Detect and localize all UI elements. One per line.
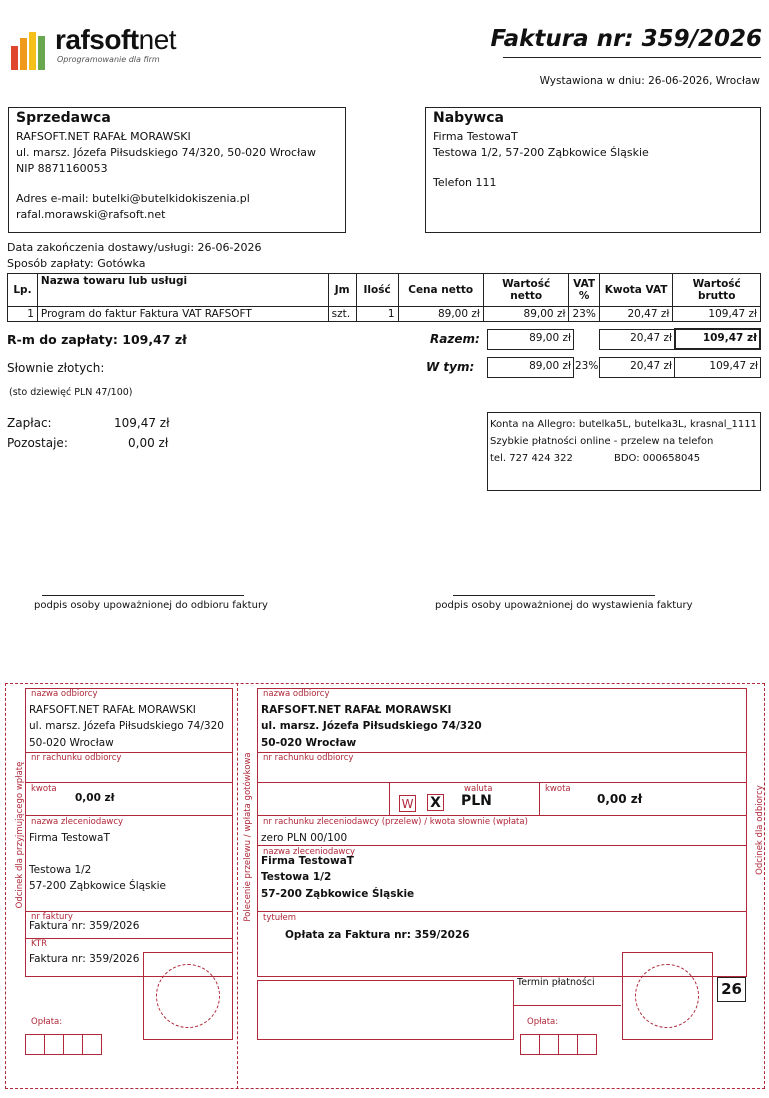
- title-label: tytułem: [263, 913, 297, 923]
- row-gross: 109,47 zł: [673, 307, 761, 322]
- slownie-label: Słownie złotych:: [7, 361, 105, 375]
- buyer-phone: Telefon 111: [433, 176, 497, 189]
- razem-net: 89,00 zł: [487, 329, 574, 350]
- stub-recipient-label: nazwa odbiorcy: [31, 689, 98, 699]
- main-payer-3: 57-200 Ząbkowice Śląskie: [261, 888, 415, 900]
- items-table: [7, 273, 761, 322]
- amount-words-slip: zero PLN 00/100: [261, 832, 348, 844]
- main-account-label: nr rachunku odbiorcy: [263, 753, 354, 763]
- slip-left-vertical: Odcinek dla przyjmującego wpłatę: [15, 761, 25, 909]
- row-net-value: 89,00 zł: [483, 307, 569, 322]
- issue-date: Wystawiona w dniu: 26-06-2026, Wrocław: [539, 75, 760, 87]
- paid-value: 109,47 zł: [114, 416, 170, 430]
- logo-bars-icon: [11, 32, 51, 70]
- stub-recipient-2: ul. marsz. Józefa Piłsudskiego 74/320: [29, 720, 224, 732]
- paid-label: Zapłac:: [7, 416, 52, 430]
- buyer-name: Firma TestowaT: [433, 130, 518, 143]
- col-lp: Lp.: [8, 274, 38, 307]
- stub-payer-2: Testowa 1/2: [29, 864, 92, 876]
- logo-tagline: Oprogramowanie dla firm: [57, 55, 160, 64]
- info-bdo: BDO: 000658045: [614, 453, 701, 464]
- w-mark: W: [399, 795, 416, 812]
- stub-amount-label: kwota: [31, 784, 57, 794]
- invoice-title: Faktura nr: 359/2026: [490, 26, 762, 52]
- main-oplata-label: Opłata:: [527, 1017, 559, 1027]
- stub-ktr-value: Faktura nr: 359/2026: [29, 953, 140, 965]
- main-recipient-label: nazwa odbiorcy: [263, 689, 330, 699]
- wtym-rate: 23%: [575, 360, 599, 372]
- currency-value: PLN: [461, 793, 492, 809]
- main-recipient-3: 50-020 Wrocław: [261, 737, 357, 749]
- currency-label: waluta: [464, 784, 493, 794]
- table-row: [8, 307, 761, 322]
- slip-right-vertical: Odcinek dla odbiorcy: [755, 785, 765, 875]
- logo-name-bold: rafsoft: [55, 24, 139, 55]
- signature-box: [257, 980, 514, 1040]
- stub-oplata-label: Opłata:: [31, 1017, 63, 1027]
- x-mark: X: [427, 794, 444, 811]
- main-fee-boxes: [520, 1034, 597, 1055]
- delivery-date: Data zakończenia dostawy/usługi: 26-06-2026: [7, 241, 262, 254]
- row-jm: szt.: [328, 307, 356, 322]
- main-stamp-circle: [635, 964, 699, 1028]
- razem-gross: 109,47 zł: [674, 328, 761, 350]
- col-net-price: Cena netto: [398, 274, 483, 307]
- buyer-heading: Nabywca: [433, 110, 504, 126]
- info-box: [487, 412, 761, 491]
- main-amount: 0,00 zł: [597, 792, 643, 806]
- main-payer-1: Firma TestowaT: [261, 855, 354, 867]
- sig-line-left: [42, 595, 244, 596]
- seller-address: ul. marsz. Józefa Piłsudskiego 74/320, 50-020 Wrocław: [16, 146, 316, 159]
- remaining-value: 0,00 zł: [128, 436, 169, 450]
- col-name: Nazwa towaru lub usługi: [37, 274, 328, 307]
- info-allegro: Konta na Allegro: butelka5L, butelka3L, krasnal_1111: [490, 419, 757, 430]
- col-vat: VAT %: [569, 274, 599, 307]
- stub-account-label: nr rachunku odbiorcy: [31, 753, 122, 763]
- col-gross: Wartość brutto: [673, 274, 761, 307]
- seller-email: Adres e-mail: butelki@butelkidokiszenia.pl: [16, 192, 250, 205]
- main-amount-label: kwota: [545, 784, 571, 794]
- seller-email2: rafal.morawski@rafsoft.net: [16, 208, 166, 221]
- page-number: 26: [717, 977, 746, 1002]
- stub-payer-label: nazwa zleceniodawcy: [31, 817, 124, 827]
- title-underline: [503, 57, 761, 58]
- col-jm: Jm: [328, 274, 356, 307]
- main-recipient-1: RAFSOFT.NET RAFAŁ MORAWSKI: [261, 704, 452, 716]
- payment-method: Sposób zapłaty: Gotówka: [7, 257, 146, 270]
- row-qty: 1: [356, 307, 398, 322]
- seller-name: RAFSOFT.NET RAFAŁ MORAWSKI: [16, 130, 191, 143]
- wtym-gross: 109,47 zł: [674, 357, 761, 378]
- stub-fee-boxes: [25, 1034, 102, 1055]
- main-recipient-2: ul. marsz. Józefa Piłsudskiego 74/320: [261, 720, 482, 732]
- title-value: Opłata za Faktura nr: 359/2026: [285, 929, 470, 941]
- slip-mid-vertical: Polecenie przelewu / wpłata gotówkowa: [243, 752, 253, 922]
- row-net-price: 89,00 zł: [398, 307, 483, 322]
- slip-divider: [237, 683, 238, 1089]
- stub-invoice-label: nr faktury: [31, 912, 73, 922]
- sig-right-label: podpis osoby upoważnionej do wystawienia faktury: [435, 600, 693, 611]
- logo: [11, 24, 221, 74]
- stub-invoice-no: Faktura nr: 359/2026: [29, 920, 140, 932]
- row-vat: 23%: [569, 307, 599, 322]
- due-line: [514, 1005, 621, 1006]
- sig-line-right: [453, 595, 655, 596]
- row-name: Program do faktur Faktura VAT RAFSOFT: [37, 307, 328, 322]
- info-online: Szybkie płatności online - przelew na telefon: [490, 436, 714, 447]
- seller-nip: NIP 8871160053: [16, 162, 108, 175]
- col-qty: Ilość: [356, 274, 398, 307]
- due-label: Termin płatności: [517, 977, 595, 988]
- seller-heading: Sprzedawca: [16, 110, 111, 126]
- remaining-label: Pozostaje:: [7, 436, 68, 450]
- amount-words: (sto dziewięć PLN 47/100): [9, 387, 133, 398]
- main-payer-2: Testowa 1/2: [261, 871, 332, 883]
- wtym-label: W tym:: [426, 360, 475, 374]
- wtym-vat: 20,47 zł: [599, 357, 675, 378]
- main-payer-label: nazwa zleceniodawcy: [263, 847, 356, 857]
- stub-recipient-3: 50-020 Wrocław: [29, 737, 114, 749]
- buyer-address: Testowa 1/2, 57-200 Ząbkowice Śląskie: [433, 146, 649, 159]
- stub-payer-3: 57-200 Ząbkowice Śląskie: [29, 880, 166, 892]
- logo-name-light: net: [138, 24, 177, 55]
- col-net-value: Wartość netto: [483, 274, 569, 307]
- razem-vat: 20,47 zł: [599, 329, 675, 350]
- sig-left-label: podpis osoby upoważnionej do odbioru faktury: [34, 600, 268, 611]
- stub-amount: 0,00 zł: [75, 792, 115, 804]
- wtym-net: 89,00 zł: [487, 357, 574, 378]
- razem-label: Razem:: [430, 332, 480, 346]
- col-vat-amount: Kwota VAT: [599, 274, 673, 307]
- stub-payer-1: Firma TestowaT: [29, 832, 110, 844]
- to-pay: R-m do zapłaty: 109,47 zł: [7, 332, 187, 347]
- payer-account-label: nr rachunku zleceniodawcy (przelew) / kwota słownie (wpłata): [263, 817, 528, 827]
- row-lp: 1: [8, 307, 38, 322]
- seller-box: [8, 107, 346, 233]
- info-phone: tel. 727 424 322: [490, 453, 573, 464]
- stub-ktr-label: KTR: [31, 939, 48, 949]
- row-vat-amount: 20,47 zł: [599, 307, 673, 322]
- stub-stamp-circle: [156, 964, 220, 1028]
- stub-recipient-1: RAFSOFT.NET RAFAŁ MORAWSKI: [29, 704, 196, 716]
- buyer-box: [425, 107, 761, 233]
